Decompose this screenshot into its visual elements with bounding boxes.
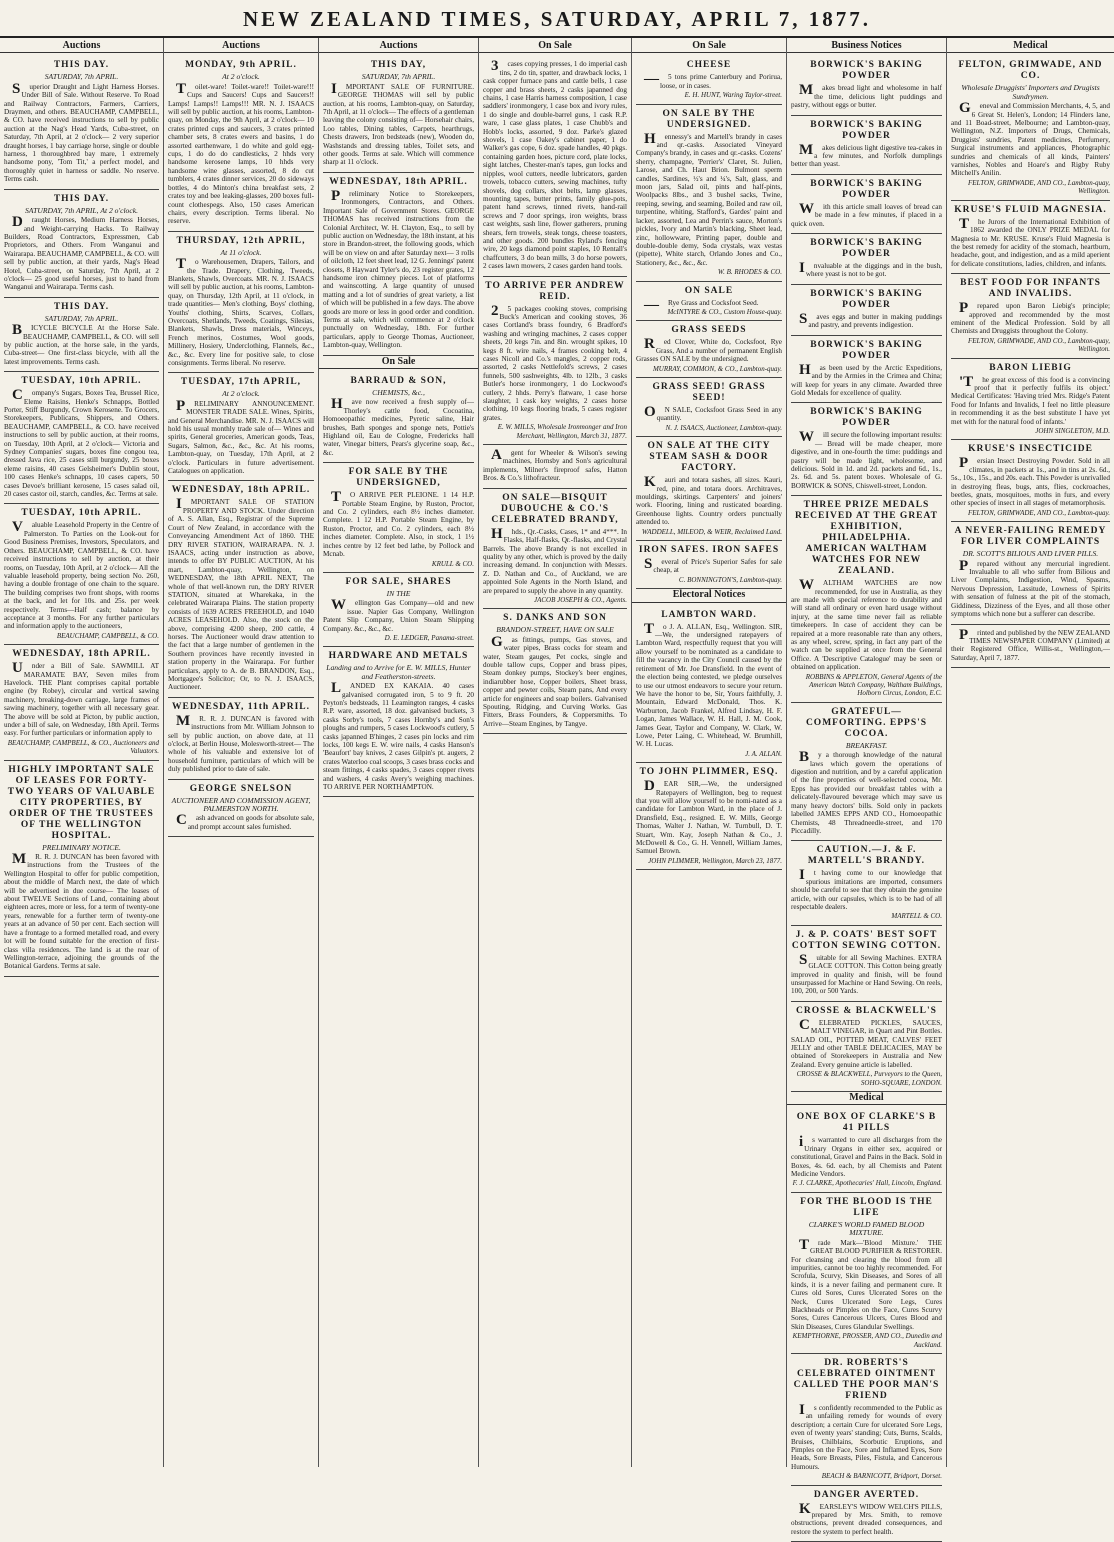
column-4: [479, 38, 632, 1467]
advertisement: [4, 56, 159, 189]
advertisement: [168, 373, 314, 481]
advertisement: [483, 609, 627, 734]
ad-signature: BEACH & BARNICOTT, Bridport, Dorset.: [821, 1472, 942, 1481]
ad-title: KRUSE'S FLUID MAGNESIA.: [954, 204, 1107, 215]
ad-body: Kauri and totara sashes, all sizes. Kauri, red, pine, and totara doors. Architraves, mouldings, skirtings. Carpenters' and joiners' work. Flooring, lining and rusticated boarding. Greenhouse lights. Country orders punctually attended to.: [636, 474, 782, 527]
ad-body: By a thorough knowledge of the natural laws which govern the operations of digestion and nutrition, and by a careful application of the fine properties of well-selected cocoa, Mr. Epps has provided our breakfast tables with a delicately-flavoured beverage which may save us many heavy doctors' bills. Sold only in packets labelled JAMES EPPS AND CO., Homoeopathic Chemists, 48 Threadneedle-street, and 170 Piccadilly.: [791, 749, 942, 835]
ad-title: BORWICK'S BAKING POWDER: [810, 119, 923, 141]
ad-date: PRELIMINARY NOTICE.: [42, 842, 121, 852]
ad-title: FOR SALE, SHARES: [345, 576, 452, 587]
advertisement: [791, 234, 942, 285]
ad-signature: F. J. CLARKE, Apothecaries' Hall, Lincoln, England.: [792, 1179, 942, 1188]
ad-date: BRANDON-STREET, HAVE ON SALE: [496, 625, 614, 635]
ad-signature: WADDELL, MILEOD, & WEIR, Reclaimed Land.: [641, 527, 782, 536]
ad-title: GRASS SEEDS: [671, 325, 747, 336]
ad-signature: D. E. LEDGER, Panama-street.: [384, 633, 474, 642]
advertisement: [4, 645, 159, 760]
ad-date: At 11 o'clock.: [220, 247, 262, 257]
ad-title: ON SALE BY THE UNDERSIGNED.: [662, 108, 756, 130]
ad-body: —5 tons prime Canterbury and Porirua, loose, or in cases.: [644, 71, 782, 90]
ad-title: THURSDAY, 12th APRIL,: [176, 235, 306, 246]
ad-body: BICYCLE BICYCLE At the Horse Sale. BEAUCHAMP, CAMPBELL, & CO. will sell by public auction, at the horse sale, in the yards, Cuba-street— One first-class bicycle, with all the latest improvements. Terms cash.: [4, 322, 159, 366]
advertisement: [4, 372, 159, 504]
advertisement: [791, 841, 942, 925]
ad-body: 3cases copying presses, 1 do imperial cash tins, 2 do tin, spatter, and drawback locks, 1 cask copper furnace pans and cattle bells, 1 case copper and brass sheets, 2 casks japanned dog chains, 1 case Harris harness composition, 1 case saddlers' ironmongery, 1 case box and ivory rules, 1 do single and double-barrel guns, 1 cask R.P. ware, 1 case glass plates, 1 case Chubb's and Hobb's locks, assorted, 9 doz. Parke's glazed shovels, 1 case Oakey's cabinet paper, 1 do Walker's gas cope, 6 doz. spade handles, 40 pkgs. containing garden hoes, picture cord, plate locks, sight latches, Chester-man's tapes, gun locks and nipples, wool cutters, needle lubricators, garden trowels, tobacco cutters, sewing machines, tufty shovels, dog collars, shot belts, lamp glasses, mounting tapes, butter prints, family glue-pots, patent hand screws, tinned rivets, hand-rail screws and 7 door springs, iron weights, brass cast weights, sash line, flower gatherers, pruning shears, fern trowels, steak tongs, cheese toasters, and other goods. 200 bundles Ryland's fencing wire, 20 kegs diamond point staples, 10 Rentall's chaffcutters, 3 do bean mills, 3 do horse powers, 2 cases lawn mowers, 2 cases garden hand tools.: [483, 58, 627, 271]
ad-title: GRATEFUL—COMFORTING. EPPS'S COCOA.: [805, 706, 928, 739]
ad-body: PRELIMINARY ANNOUNCEMENT. MONSTER TRADE SALE. Wines, Spirits, and General Merchandise. MR. N. J. ISAACS will hold his usual monthly trade sale of— Wines and spirits, General groceries, American goods, Teas, Sugars, Salmon, &c., &c., &c. At his rooms, Lambton-quay, on Tuesday, 17th April, at 2 o'clock. Particulars in future advertisement. Catalogues on application.: [168, 397, 314, 476]
advertisement: [791, 116, 942, 175]
ad-body: CELEBRATED PICKLES, SAUCES, MALT VINEGAR, in Quart and Pint Bottles. SALAD OIL, POTTED MEAT, CALVES' FEET JELLY and other TABLE DELICACIES, MAY be obtained of Storekeepers in Australia and New Zealand. Every genuine article is labelled.: [791, 1016, 942, 1069]
advertisement: [4, 761, 159, 977]
ad-title: TUESDAY, 17th APRIL,: [180, 377, 302, 388]
advertisement: [636, 606, 782, 764]
ad-signature: W. B. RHODES & CO.: [717, 268, 782, 277]
ad-date: Wholesale Druggists' Importers and Drugists Sundrymen.: [961, 83, 1100, 101]
column-3: [319, 38, 479, 1467]
ad-title: FOR SALE BY THE UNDERSIGNED,: [348, 467, 449, 489]
ad-body: Company's Sugars, Boxes Tea, Brussel Rice, Eleme Raisins, Henke's Schnapps, Bottled Porter, Stiff Burgundy, Crown Kerosene. To Grocers, Storekeepers, Publicans, Shippers, and Others. BEAUCHAMP, CAMPBELL, & CO. have received instructions to sell by public auction, at their rooms, on Tuesday, 10th April, at 2 o'clock— Victoria and Sydney Companies' sugars, boxes fine congou tea, dressed Java rice, 25 cases still burgundy, 25 boxes eleme raisins, 40 cases Gelsheimer's Dublin stout, 100 cases Henke's schnapps, 10 cases capers, 50 cases Devoe's brilliant kerosene, 15 cases salad oil, 20 cases castor oil, starch, candles, &c. Terms at sale.: [4, 387, 159, 499]
ad-signature: JOHN SINGLETON, M.D.: [1035, 427, 1110, 435]
advertisement: [791, 703, 942, 841]
advertisement: [951, 201, 1110, 274]
ad-signature: JOHN PLIMMER, Wellington, March 23, 1877.: [648, 856, 782, 865]
ad-title: CROSSE & BLACKWELL'S: [796, 1005, 937, 1016]
ad-body: KEARSLEY'S WIDOW WELCH'S PILLS, prepared by Mrs. Smith, to remove obstructions, prevent dreaded consequences, and restore the system to perfect health.: [791, 1500, 942, 1536]
advertisement: [636, 437, 782, 541]
column-heading: Auctions: [164, 40, 318, 53]
ad-body: 'The great excess of this food is a convincing proof that it perfectly fulfils its object.' Medical Certificates: 'Having tried Mrs. Ridge's Patent Food for Infants and Invalids, I feel no little pleasure in recommending it as the best substitute I have yet met with for the natural food of infants.': [951, 373, 1110, 426]
column-6: [787, 38, 947, 1536]
ad-title: BARON LIEBIG: [989, 362, 1072, 373]
advertisement: [168, 232, 314, 374]
ad-signature: KRULL & CO.: [431, 559, 474, 568]
ad-title: HARDWARE AND METALS: [328, 651, 469, 662]
ad-body: Will secure the following important results:— Bread will be made cheaper, more digestive, and in one-fourth the time: puddings and pastry will be made light, wholesome, and delicious. Sold in 1d. and 2d. packets and 6d., 1s., 2s. 6d. and 5s. patent boxes. Wholesale of G. BORWICK & SONS, Chiswell-street, London.: [791, 429, 942, 490]
advertisement: [636, 282, 782, 322]
ad-body: Preliminary Notice to Storekeepers, Ironmongers, Contractors, and Others. Important Sale of Government Stores. GEORGE THOMAS has received instructions from the Colonial Architect, W. H. Clayton, Esq., to sell by public auction on Wednesday, the 18th instant, at his store in Brandon-street, the following goods, which will be on view on and after Saturday next— 3 rolls of oilcloth, 12 feet sheet lead, 12 G. Jennings' patent closets, 8 Hayward Tyler's do, 23 register grates, 12 handsome iron chimney pieces. Lot of platforms and wainscotting. A large quantity of unused matting and a lot of sundries of great variety, a list of which will be published in a few days. The above goods are more or less in good order and condition. Terms at sale, which will commence at 2 o'clock punctually on Wednesday, 18th. For further particulars, apply to George Thomas, Auctioneer, Lambton-quay, Wellington.: [323, 187, 474, 350]
ad-signature: E. H. HUNT, Waring Taylor-street.: [684, 91, 782, 100]
ad-title: BORWICK'S BAKING POWDER: [810, 407, 923, 429]
ad-body: Toilet-ware! Toilet-ware!! Toilet-ware!!! Cups and Saucers! Cups and Saucers!! Lamps! Lamps!! Lamps!!! MR. N. J. ISAACS will sell by public auction, at his rooms, Lambton-quay, on Monday, the 9th April, at 2 o'clock— 10 crates printed cups and saucers, 3 crates printed chamber sets, 8 crates ewers and basins, 1 do assorted earthenware, 1 do white and gold egg-cups, 1 do do do candlesticks, 2 hhds very handsome kerosene lamps, 10 hhds very handsome wine glasses, assorted, 8 do cut tumblers, 4 crates dinner services, 20 do sideways bottles, 4 do Minton's china breakfast sets, 2 crates toy and bee leaking-glasses, 200 boxes full-count clothespegs. Also, 150 cases American chairs, every description. Terms liberal. No reserve.: [168, 80, 314, 226]
advertisement: [483, 445, 627, 489]
advertisement: [4, 298, 159, 372]
advertisement: [791, 336, 942, 404]
advertisement: [323, 463, 474, 573]
ad-date: CLARKE'S WORLD FAMED BLOOD MIXTURE.: [808, 1219, 925, 1238]
advertisement: [791, 56, 942, 115]
column-heading: Auctions: [319, 40, 478, 53]
column-1: [0, 38, 164, 1467]
masthead-title: NEW ZEALAND TIMES, SATURDAY, APRIL 7, 1877.: [242, 7, 872, 31]
ad-date: BREAKFAST.: [845, 740, 888, 750]
column-7: [947, 38, 1114, 1467]
ad-body: It having come to our knowledge that spurious imitations are imported, consumers should be careful to see that they obtain the genuine article, with our capsules, which is to be had of all respectable dealers.: [791, 867, 942, 911]
ad-title: FELTON, GRIMWADE, AND CO.: [958, 60, 1103, 82]
ad-body: Cash advanced on goods for absolute sale, and prompt account sales furnished.: [176, 812, 314, 831]
ad-body: Saves eggs and butter in making puddings and pastry, and prevents indigestion.: [799, 310, 942, 330]
ad-body: MR. R. J. DUNCAN has been favored with instructions from the Trustees of the Wellington Hospital to offer for public competition, about the middle of March next, the date of which will be advertised in due course— The leases of about TWELVE Sections of Land, containing about eighteen acres, more or less, for a term of twenty-one years, renewable for a further term of twenty-one years at an advance of 50 per cent. Each section will have a frontage to a formed metalled road, and every lot will be found suitable for the erection of first-class villa residences. The land is at the rear of Wellington-terrace, adjoining the grounds of the Botanical Gardens. Terms at sale.: [4, 851, 159, 971]
ad-body: Prepared upon Baron Liebig's principle; approved and recommended by the most eminent of the Medical Profession. Sold by all Chemists and Druggists throughout the Colony.: [951, 300, 1110, 336]
ad-body: With this article small loaves of bread can be made in a few minutes, if placed in a quick oven.: [791, 200, 942, 228]
advertisement: [168, 780, 314, 838]
ad-title: THIS DAY,: [370, 60, 427, 71]
ad-title: KRUSE'S INSECTICIDE: [968, 444, 1093, 455]
advertisement: [636, 56, 782, 104]
ad-body: is warranted to cure all discharges from the Urinary Organs in either sex, acquired or constitutional, Gravel and Pains in the Back. Sold in Boxes, 4s. 6d. each, by all Chemists and Patent Medicine Vendors.: [791, 1134, 942, 1179]
ad-title: ON SALE—BISQUIT DUBOUCHE & CO.'S CELEBRATED BRANDY,: [491, 492, 619, 525]
advertisement: [483, 277, 627, 446]
ad-body: MR. R. J. DUNCAN is favored with instructions from Mr. William Johnson to sell by public auction, on above date, at 11 o'clock, at Berlin House, Molesworth-street— The whole of his valuable and extensive lot of household furniture, particulars of which will be duly published prior to date of sale.: [168, 712, 314, 774]
ad-title: LAMBTON WARD.: [661, 609, 757, 620]
advertisement: [483, 489, 627, 610]
ad-signature: McINTYRE & CO., Custom House-quay.: [667, 307, 782, 316]
ad-body: Under a Bill of Sale. SAWMILL AT MARAMATE BAY, Seven miles from Havelock. THE Plant comprises capital portable engine (by Robey), circular and vertical sawing machinery, breaking-down carriage, large frames of sawing machinery, together with all necessary gear. The above will be sold at Picton, by public auction, under a bill of sale, on Wednesday, 18th April. Terms easy. For further particulars or information apply to: [4, 660, 159, 738]
ad-body: Invaluable at the diggings and in the bush, where yeast is not to be got.: [799, 260, 942, 279]
advertisement: [4, 190, 159, 298]
ad-title: BARRAUD & SON,: [350, 376, 447, 386]
advertisement: [791, 1002, 942, 1092]
column-heading: Auctions: [0, 40, 163, 53]
ad-title: BORWICK'S BAKING POWDER: [810, 339, 923, 361]
ad-title: ON SALE: [684, 285, 734, 296]
ad-date: AUCTIONEER AND COMMISSION AGENT, PALMERSTON NORTH.: [171, 795, 311, 814]
ad-body: Geneval and Commission Merchants, 4, 5, and 6 Great St. Helen's, London; 14 Flinders lane, and 11 Boad-street, Melbourne; and Lambton-quay, Wellington, N.Z. Importers of Drugs, Chemicals, Druggists' sundries, Patent medicines, Perfumery, Surgical instruments and appliances, Photographic sundries and chemicals of all kinds, Painters' varnishes, Nobles and Hoare's and Rigby Ruby Mitchell's Anilin.: [951, 100, 1110, 178]
advertisement: [636, 763, 782, 870]
ad-body: ON SALE, Cocksfoot Grass Seed in any quantity.: [644, 403, 782, 423]
ad-signature: N. J. ISAACS, Auctioneer, Lambton-quay.: [665, 423, 782, 432]
ad-title: TUESDAY, 10th APRIL.: [21, 376, 142, 387]
ad-title: BORWICK'S BAKING POWDER: [810, 238, 923, 260]
ad-title: THIS DAY.: [53, 301, 110, 312]
ad-signature: JACOB JOSEPH & CO., Agents.: [534, 595, 627, 604]
advertisement: [791, 926, 942, 1002]
ad-signature: FELTON, GRIMWADE, AND CO., Lambton-quay, Wellington.: [967, 178, 1110, 196]
ad-body: WALTHAM WATCHES are now recommended, for use in Australia, as they are made with special reference to durability and will stand all ordinary or even hard usage without injury, at the same time never fail as reliable timekeepers. In case of accident they can be repaired at a more reasonable rate than any others, as any wheel, screw, spring, in fact any part of the watch can be supplied at once from the General Office. A 'Descriptive Catalogue' may be seen or obtained on application.: [791, 577, 942, 672]
advertisement: [951, 274, 1110, 358]
advertisement: [168, 481, 314, 697]
ad-signature: J. A. ALLAN.: [745, 749, 782, 758]
ad-body: IMPORTANT SALE OF STATION PROPERTY AND STOCK. Under direction of A. S. Allan, Esq., Registrar of the Supreme Court of New Zealand, in accordance with the Conveyancing Amendment Act of 1860. THE DRY RIVER STATION, WAIRARAPA. N. J. ISAACS, acting under instruction as above, intends to offer BY PUBLIC AUCTION, At his mart, Lambton-quay, Wellington, on WEDNESDAY, the 18th APRIL NEXT, The whole of that well-known run, the DRY RIVER STATION, situated at Wharekaka, in the celebrated Wairarapa Plains. The station property consists of 1639 ACRES FREEHOLD, and 1040 ACRES LEASEHOLD. Also, the stock on the above, comprising 4200 sheep, 200 cattle, 4 horses. The Auctioneer would draw attention to the fact that a large number of gentlemen in the Southern provinces have recently invested in station property in the Wairarapa. For further particulars, apply to A. de B. BRANDON, Esq., Mortgagee's Solicitor; Or, to N. J. ISAACS, Auctioneer.: [168, 496, 314, 692]
ad-title: ONE BOX OF CLARKE'S B 41 PILLS: [796, 1112, 937, 1134]
ad-body: Persian Insect Destroying Powder. Sold in all climates, in packets at 1s., and in tins at 2s. 6d., 5s., 10s., 15s., and 20s. each. This Powder is unrivalled in destroying fleas, bugs, ants, flies, cockroaches, beetles, gnats, mosquitoes, moths in furs, and every other species of insect in all stages of metamorphosis.: [951, 455, 1110, 508]
ad-title: BORWICK'S BAKING POWDER: [810, 178, 923, 200]
ad-title: GRASS SEED! GRASS SEED!: [652, 381, 766, 403]
ad-signature: FELTON, GRIMWADE, AND CO., Lambton-quay, Wellington.: [967, 336, 1110, 354]
advertisement: [951, 522, 1110, 624]
advertisement: [951, 359, 1110, 441]
ad-title: HIGHLY IMPORTANT SALE OF LEASES FOR FORTY-TWO YEARS OF VALUABLE CITY PROPERTIES, BY ORDER OF THE TRUSTEES OF THE WELLINGTON HOSPITAL.: [7, 764, 156, 841]
advertisement: [323, 372, 474, 463]
ad-date: At 2 o'clock.: [222, 72, 260, 82]
masthead: [0, 0, 1114, 38]
ad-body: Wellington Gas Company—old and new issue. Napier Gas Company, Wellington Patent Slip Company, Union Steam Shipping Company. &c., &c., &c.: [323, 597, 474, 633]
advertisement: [791, 285, 942, 336]
ad-body: DEAR SIR,—We, the undersigned Ratepayers of Wellington, beg to request that you will allow yourself to be nomi-nated as a candidate for Lambton Ward, in the place of J. Dransfield, Esq., resigned. E. W. Mills, George Thomas, Walter J. Nathan, W. Turnbull, D. T. Stuart, Wm. Kay, Joseph Nathan & Co., J. McDowell & Co., G. H. Vennell, William James, Samuel Brown.: [636, 778, 782, 856]
ad-title: GEORGE SNELSON: [189, 783, 293, 794]
ad-body: IMPORTANT SALE OF FURNITURE. GEORGE THOMAS will sell by public auction, at his rooms, Lambton-quay, on Saturday, 7th April, at 11 o'clock— The effects of a gentleman leaving the colony consisting of— Horsehair chairs, Loo tables, Dining tables, Carpets, hearthrugs, Chests drawers, Iron bedsteads (new), Wooden do, Washstands and dressing tables, Toilet sets, and other goods. Terms at sale. Which will commence sharp at 11 o'clock.: [323, 80, 474, 167]
ad-body: Makes delicious light digestive tea-cakes in a few minutes, and Norfolk dumplings better than yeast.: [791, 141, 942, 169]
ad-title: TO JOHN PLIMMER, ESQ.: [639, 767, 779, 778]
ad-signature: CROSSE & BLACKWELL, Purveyors to the Queen, SOHO-SQUARE, LONDON.: [796, 1070, 942, 1087]
ad-signature: C. BONNINGTON'S, Lambton-quay.: [678, 575, 782, 584]
ad-signature: ROBBINS & APPLETON, General Agents of the American Watch Company, Waltham Buildings, Holborn Circus, London, E.C.: [805, 672, 942, 698]
advertisement: [791, 175, 942, 234]
column-heading: On Sale: [632, 40, 786, 53]
ad-title: J. & P. COATS' BEST SOFT COTTON SEWING COTTON.: [791, 929, 942, 951]
ad-title: THREE PRIZE MEDALS RECEIVED AT THE GREAT EXHIBITION, PHILADELPHIA. AMERICAN WALTHAM WATCHES FOR NEW ZEALAND.: [794, 500, 939, 577]
advertisement: [791, 403, 942, 496]
advertisement: [323, 647, 474, 797]
ad-body: Prepared without any mercurial ingredient. Invaluable to all who suffer from Bilious and Liver Complaints, Indigestion, Wind, Spasms, Nervous Depression, Lassitude, Lowness of Spirits with sensation of fulness at the pit of the stomach, Giddiness, Dizziness of the Eyes, and all those other symptoms which none but a sufferer can describe.: [951, 557, 1110, 619]
ad-signature: E. W. MILLS, Wholesale Ironmonger and Iron Merchant, Wellington, March 31, 1877.: [497, 423, 627, 440]
ad-date: At 2 o'clock.: [222, 389, 260, 399]
advertisement: [323, 173, 474, 356]
ad-title: CAUTION.—J. & F. MARTELL'S BRANDY.: [807, 845, 926, 867]
section-heading: Medical: [787, 1092, 946, 1105]
column-heading: Business Notices: [787, 40, 946, 53]
column-heading: Medical: [947, 40, 1114, 53]
ad-body: Suitable for all Sewing Machines. EXTRA GLACE COTTON. This Cotton being greatly improved in quality and finish, will be found unsurpassed for Machine or Hand Sewing. On reels, 100, 200, or 500 Yards.: [791, 951, 942, 996]
ad-body: Makes bread light and wholesome in half the time, delicious light puddings and pastry, without eggs or butter.: [791, 82, 942, 110]
ad-body: Hennessy's and Martell's brandy in cases and qr.-casks. Associated Vineyard Company's brandy, in cases and qr.-casks. Cozens' sherry, champagne, 'Perrier's' Claret, St. Julien, Larose, and Ch. Haut Brion. Bulmont sperm candles, Sardines, ½'s and ¼'s, Salt, glass, and moon jars, Salad oil, pints and half-pints, Woolpacks 8lbs., and 3 bushel sacks, Twine, reeping, sewing, and seaming, Boiled and raw oil, turpentine, whiting, Stafford's, Gardes' paint and lacker, assorted, Lea and Perrin's sauce, Morton's pickles, Ivory and Martin's blacking, Sheet lead, zinc, hollowware, Printing paper, double and double-double demy, Soda crystals, wax vestas (pipette), White starch, Orlando Jones and Co., Stationery, &c., &c., &c.: [636, 130, 782, 267]
ad-body: Gas fittings, pumps, Gas stoves, and water pipes, Brass cocks for steam and water, Steam gauges, Pet cocks, single and double tallow cups, Copper and brass pipes, Steam donkey pumps, Stockey's beer engines, indiarubber hose, Copper boilers, Sheet brass, copper and pewter coils, Steam pans, And every article for engineers and soap boilers. Galvanised Spouting, Ridging, and Curving Works. Gas Fitters, Brass Founders, & Coppersmiths. To Arrive—Steam Engines, by Tangye.: [483, 633, 627, 728]
advertisement: [791, 1193, 942, 1354]
ad-title: S. DANKS AND SON: [503, 613, 607, 624]
ad-body: To J. A. ALLAN, Esq., Wellington. SIR,—We, the undersigned ratepayers of Lambton Ward, respectfully request that you will allow yourself to be nominated as a candidate to fill the vacancy in the City Council caused by the retirement of Mr. Joe Dransfield. In the event of the election being contested, we pledge ourselves to use our utmost endeavors to secure your return. We have the honor to be, Sir, Yours faithfully, J. Mountain, Edward McDonald, Thos. K. Warburton, Jacob Frankel, Alfred Lindsay, H. F. Logan, James Wallace, W. H. Hall, J. M. Cook, James Gear, Taylor and Company, W. Clark, W. Lowe, Peter Laing, C. Whitehead, W. Brumhill, W. H. Lucas.: [636, 620, 782, 749]
ad-body: Trade Mark—'Blood Mixture.' THE GREAT BLOOD PURIFIER & RESTORER. For cleansing and clearing the blood from all impurities, cannot be too highly recommended. For Scrofula, Scurvy, Skin Diseases, and Sores of all kinds, it is a never failing and permanent cure. It Cures old Sores, Cures Ulcerated Sores on the Neck, Cures Ulcerated Sore Legs, Cures Blackheads or Pimples on the Face, Cures Scurvy Sores, Cures Cancerous Ulcers, Cures Blood and Skin Diseases, Cures Glandular Swellings.: [791, 1236, 942, 1331]
ad-body: Printed and published by the NEW ZEALAND TIMES NEWSPAPER COMPANY (Limited) at their Registered Office, Willis-st., Wellington,—Saturday, April 7, 1877.: [951, 626, 1110, 662]
ad-title: MONDAY, 9th APRIL.: [185, 60, 297, 71]
ad-title: A NEVER-FAILING REMEDY FOR LIVER COMPLAINTS: [954, 526, 1107, 548]
advertisement: [323, 573, 474, 647]
ad-title: WEDNESDAY, 18th APRIL.: [12, 649, 151, 660]
ad-title: TUESDAY, 10th APRIL.: [21, 508, 142, 519]
ad-body: Is confidently recommended to the Public as an unfailing remedy for wounds of every description; a certain Cure for ulcerated Sore Legs, even of twenty years' standing; Cuts, Burns, Scalds, Bruises, Chilblains, Scorbutic Eruptions, and Pimples on the Face, Sore and Inflamed Eyes, Sore Heads, Sore Breasts, Piles, Fistula, and Cancerous Humours.: [791, 1401, 942, 1471]
column-heading: On Sale: [479, 40, 631, 53]
advertisement: [951, 625, 1110, 669]
advertisement: [168, 698, 314, 780]
ad-title: WEDNESDAY, 18th APRIL.: [329, 176, 468, 187]
advertisement: [636, 378, 782, 437]
ad-date: SATURDAY, 7th APRIL.: [361, 72, 436, 82]
section-heading: Electoral Notices: [632, 589, 786, 602]
ad-body: Have now received a fresh supply of— Thorley's cattle food, Cocoatina, Homoeopathic medicines, Pyretic saline, Hair brushes, Bath sponges and sponge nets, Pottie's Highland oil, Eau de Cologne, Fredericks hall water, Vinegar bitters, Pears's glycerine soap, &c., &c.: [323, 396, 474, 457]
section-heading: On Sale: [319, 356, 478, 369]
ad-title: WEDNESDAY, 11th APRIL.: [172, 701, 310, 712]
ad-title: BORWICK'S BAKING POWDER: [810, 288, 923, 310]
ad-body: —Rye Grass and Cocksfoot Seed.: [644, 296, 759, 313]
ad-date: SATURDAY, 7th APRIL, At 2 o'clock.: [25, 205, 138, 215]
advertisement: [323, 56, 474, 172]
ad-date: IN THE: [386, 588, 411, 598]
ad-signature: MARTELL & CO.: [891, 912, 942, 921]
ad-signature: BEAUCHAMP, CAMPBELL, & CO.: [56, 631, 159, 640]
advertisement: [791, 1108, 942, 1192]
ad-date: DR. SCOTT'S BILIOUS AND LIVER PILLS.: [962, 549, 1099, 559]
advertisement: [791, 1486, 942, 1542]
ad-body: Agent for Wheeler & Wilson's sewing machines, Hornsby and Son's agricultural implements, Milner's fireproof safes, Hatton Bros. & Co.'s lithofracteur.: [483, 447, 627, 483]
ad-signature: BEAUCHAMP, CAMPBELL, & CO., Auctioneers and Valuators.: [7, 738, 159, 756]
ad-body: TO ARRIVE PER PLEIONE. 1 14 H.P. Portable Steam Engine, by Ruston, Proctor, and Co. 2 cylinders, each 8½ inches diameter. Complete. 1 12 H.P. Portable Steam Engine, by Ruston, Proctor, and Co. 2 cylinders, each 8½ inches diameter. Complete. Also, in stock, 1 1½ inches centre by 12 feet bed lathe, by Pollock and Mcnab.: [323, 489, 474, 559]
ad-body: LANDED EX KAKAIA. 40 cases galvanised corrugated iron, 5 to 9 ft. 20 Peyton's bedsteads, 11 Leamington ranges, 4 casks R.P. ware, assorted, 18 doz. galvanised buckets, 3 casks Sorby's tools, 7 cases Hornby's and Son's ploughs and rumpers, 5 cases Lockwood's cutlery, 5 casks japanned B'hinges, 2 cases pin locks and rim locks, 100 kegs E. W. wire nails, 4 casks Hanson's 'Beaufort' bay knives, 2 cases Gilpin's pt. augers, 2 crates Waterloo coal scoops, 3 cases brass cocks and steam fittings, 4 casks spades, 3 cases copper rivets and washers, 4 casks Avery's weighing machines. TO ARRIVE PER NORTHAMPTON.: [323, 680, 474, 792]
ad-body: Valuable Leasehold Property in the Centre of Palmerston. To Parties on the Look-out for Good Business Premises, Investors, Speculators, and Others. BEAUCHAMP, CAMPBELL, & CO. have received instructions to sell by auction, at their rooms, on Tuesday, 10th April, at 2 o'clock— All the valuable leasehold property, being section No. 260, having a double frontage of one chain to the square. The building comprises two front shops, with rooms at the back, and let for 10s. and 25s. per week respectively. Terms—Half cash; balance by acceptance at 3 months. For any further particulars and information apply to the auctioneers,: [4, 519, 159, 631]
advertisement: [483, 56, 627, 276]
ad-title: THIS DAY.: [53, 193, 110, 204]
ad-title: BORWICK'S BAKING POWDER: [810, 60, 923, 82]
ad-body: Red Clover, White do, Cocksfoot, Rye Grass, And a number of permanent English Grasses ON SALE by the undersigned.: [636, 336, 782, 364]
ad-title: DR. ROBERTS'S CELEBRATED OINTMENT CALLED THE POOR MAN'S FRIEND: [793, 1357, 940, 1401]
ad-body: Superior Draught and Light Harness Horses. Under Bill of Sale. Without Reserve. To Road and Railway Contractors, Farmers, Carriers, Draymen, and others. BEAUCHAMP, CAMPBELL, & CO. have received instructions to sell by public auction at the Nag's Head Yards, Cuba-street, on Saturday, 7th April, at 2 o'clock— 2 very superior draught horses, 1 bay carriage horse, single or double harness, 1 thoroughbred bay mare, 1 extremely handsome pony, 'Tom Tit,' a perfect model, and thoroughly quiet in harness or saddle. No reserve. Terms cash.: [4, 80, 159, 184]
ad-date: SATURDAY, 7th APRIL.: [44, 72, 119, 82]
advertisement: [636, 321, 782, 378]
newspaper-columns: [0, 38, 1114, 1536]
ad-body: Has been used by the Arctic Expeditions, and by the Armies in the Crimea and China; will keep for years in any climate. Awarded three Gold Medals for excellence of quality.: [791, 361, 942, 397]
ad-signature: FELTON, GRIMWADE, AND CO., Lambton-quay.: [967, 508, 1110, 517]
ad-title: IRON SAFES. IRON SAFES: [638, 545, 780, 556]
ad-title: FOR THE BLOOD IS THE LIFE: [800, 1196, 933, 1218]
ad-title: DANGER AVERTED.: [813, 1489, 920, 1500]
ad-date: SATURDAY, 7th APRIL.: [44, 313, 119, 323]
ad-signature: KEMPTHORNE, PROSSER, AND CO., Dunedin and Auckland.: [792, 1332, 942, 1349]
advertisement: [636, 541, 782, 589]
ad-body: Draught Horses, Medium Harness Horses, and Weight-carrying Hacks. To Railway Builders, Road Contractors, Expressmen, Cab Proprietors, and Others. From Wanganui and Wairarapa. BEAUCHAMP, CAMPBELL, & CO. will sell by public auction, at their yards, Nag's Head Hotel, Cuba-street, on Saturday, 7th April, at 2 o'clock— 25 good useful horses, just to hand from Wanganui and Wairarapa. Terms cash.: [4, 214, 159, 292]
ad-body: Hhds., Qr.-Casks, Cases, 1* and 4***. In Flasks, Half-flasks, Qr.-flasks, and Crystal Barrels. The above Brandy is not excelled in quality by any other, which is proved by the daily increasing demand. In conjunction with Messrs. Z. D. Nathan and Co., of Auckland, we are appointed Sole Agents in the North Island, and are prepared to supply the above in any quantity.: [483, 525, 627, 595]
ad-title: WEDNESDAY, 18th APRIL.: [171, 485, 311, 496]
advertisement: [951, 56, 1110, 200]
advertisement: [791, 1354, 942, 1486]
ad-date: Landing and to Arrive for E. W. MILLS, Hunter and Featherston-streets.: [326, 663, 471, 681]
ad-body: The Jurors of the International Exhibition of 1862 awarded the ONLY PRIZE MEDAL for Magnesia to Mr. KRUSE. Kruse's Fluid Magnesia is the best remedy for acidity of the stomach, heartburn, headache, gout, and indigestion, and as a mild aperient for delicate constitutions, ladies, children, and infants.: [951, 215, 1110, 268]
ad-title: BEST FOOD FOR INFANTS AND INVALIDS.: [960, 278, 1101, 300]
column-5: [632, 38, 787, 1467]
ad-body: 25 packages cooking stoves, comprising Buck's American and cooking stoves, 36 cases Cortland's brass foundry, 6 Bradford's washing and wringing machines, 2 cases copper sheets, 20 kegs 7in. and 8in. wrought spikes, 10 kegs 8 ft. wire nails, 4 frames cooking belt, 4 cases Nicoll and Co.'s mangles, 2 copper rods, assorted, 2 casks Nettlefold's screws, 2 cases funnels, 500 sashweights, 4lb. to 12lb., 3 casks Butler's horse ironmongery, 1 do Lockwood's cutlery, 2 hhds. Perry's flatware, 1 case horse slaughter, 1 cask key weights, 2 cases horse clothing, 10 kegs flooring brads, 5 cases register grates.: [483, 302, 627, 422]
ad-title: THIS DAY.: [53, 60, 110, 71]
ad-date: CHEMISTS, &c.,: [372, 388, 425, 397]
advertisement: [951, 440, 1110, 522]
ad-title: ON SALE AT THE CITY STEAM SASH & DOOR FACTORY.: [647, 441, 771, 474]
advertisement: [168, 56, 314, 231]
ad-title: TO ARRIVE PER ANDREW REID.: [485, 280, 625, 302]
ad-body: Several of Price's Superior Safes for sale cheap, at: [644, 556, 782, 575]
ad-signature: MURRAY, COMMON, & CO., Lambton-quay.: [652, 364, 782, 373]
ad-title: CHEESE: [686, 60, 732, 71]
ad-body: To Warehousemen, Drapers, Tailors, and the Trade. Drapery, Clothing, Tweeds, Blankets, Shawls, Overcoats. MR. N. J. ISAACS will sell by public auction, at his rooms, Lambton-quay, on Thursday, 12th April, at 11 o'clock, in trade quantities— Men's clothing, Boys' clothing, Youths' clothing, Shirts, Scarves, Collars, Overcoats, Shetlands, Tweeds, Coatings, Silesias, Blankets, Shawls, Dress materials, Winceys, French merinos, Costumes, Wool goods, Millinery, Hosiery, Underclothing, Flannels, &c., &c., &c. Every line for positive sale, to close consignments. Terms liberal. No reserve.: [168, 256, 314, 367]
column-2: [164, 38, 319, 1467]
advertisement: [791, 496, 942, 703]
advertisement: [4, 504, 159, 645]
advertisement: [636, 105, 782, 282]
